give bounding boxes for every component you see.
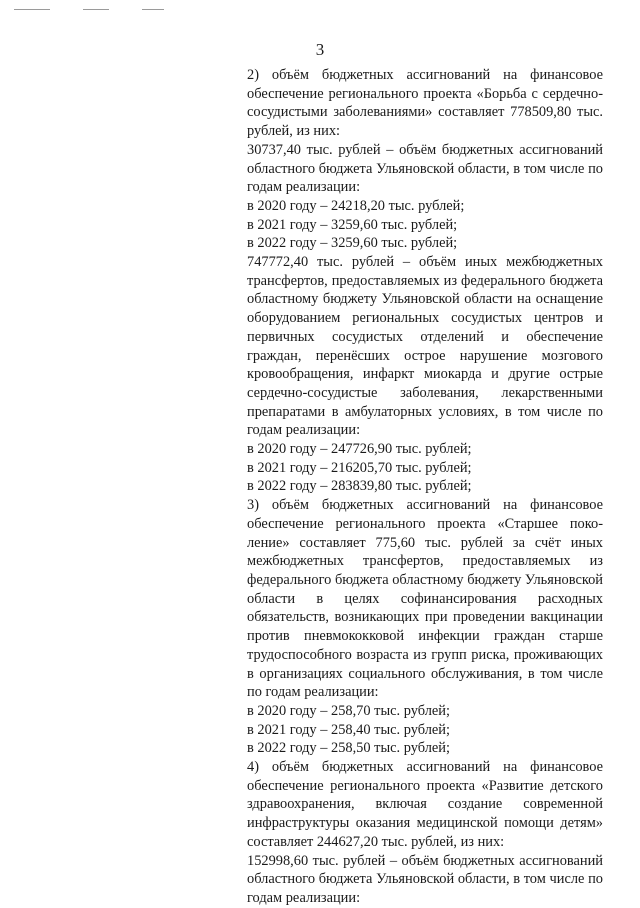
year-line: в 2021 году – 3259,60 тыс. рублей; [247, 216, 458, 233]
scan-edge-mark [83, 9, 109, 10]
paragraph: 30737,40 тыс. рублей – объём бюджетных ассигнований областного бюджета Ульяновской области, в том числе по годам реализации: [247, 141, 603, 196]
year-line: в 2022 году – 3259,60 тыс. рублей; [247, 235, 458, 252]
page-number: 3 [315, 40, 325, 59]
paragraph: 3) объём бюджетных ассигнований на финансовое обеспечение регионального проекта «Старшее поколение» составляет 775,60 тыс. рублей за счёт иных межбюджетных трансфертов, предоставляемых из федерального бюджета областному бюджету Ульяновской области в целях софинансирования расходных обязательств, возникающих при проведении вакцинации против пневмококковой инфекции граждан старше трудоспособного возраста из групп риска, проживающих в организациях социального обслуживания, в том числе по годам реализации: [247, 497, 603, 701]
year-line: в 2020 году – 258,70 тыс. рублей; [247, 702, 450, 719]
paragraph: 2) объём бюджетных ассигнований на финансовое обеспечение регионального проекта «Борьба с сердечно-сосудистыми заболеваниями» составляет 778509,80 тыс. рублей, из них: [247, 67, 603, 140]
year-line: в 2021 году – 216205,70 тыс. рублей; [247, 459, 472, 476]
year-line: в 2022 году – 258,50 тыс. рублей; [247, 740, 450, 757]
document-body [247, 66, 603, 908]
scan-edge-mark [14, 9, 50, 10]
year-line: в 2021 году – 258,40 тыс. рублей; [247, 721, 450, 738]
year-line: в 2022 году – 283839,80 тыс. рублей; [247, 478, 472, 495]
year-line: в 2020 году – 247726,90 тыс. рублей; [247, 441, 472, 458]
scan-edge-mark [142, 9, 164, 10]
paragraph: 152998,60 тыс. рублей – объём бюджетных ассигнований областного бюджета Ульяновской области, в том числе по годам реализации: [247, 852, 603, 906]
paragraph: 4) объём бюджетных ассигнований на финансовое обеспечение регионального проекта «Развитие детского здравоохранения, включая создание современной инфраструктуры оказания медицинской помощи детям» составляет 244627,20 тыс. рублей, из них: [247, 759, 603, 850]
year-line: в 2020 году – 24218,20 тыс. рублей; [247, 197, 465, 214]
paragraph: 747772,40 тыс. рублей – объём иных межбюджетных трансфертов, предоставляемых из федерального бюджета областному бюджету Ульяновской области на оснащение оборудованием региональных сосудистых центров и первичных сосудистых отделений и обеспечение граждан, перенёсших острое нарушение мозгового кровообращения, инфаркт миокарда и другие острые сердечно-сосудистые заболевания, лекарственными препаратами в амбулаторных условиях, в том числе по годам реализации: [247, 254, 603, 439]
